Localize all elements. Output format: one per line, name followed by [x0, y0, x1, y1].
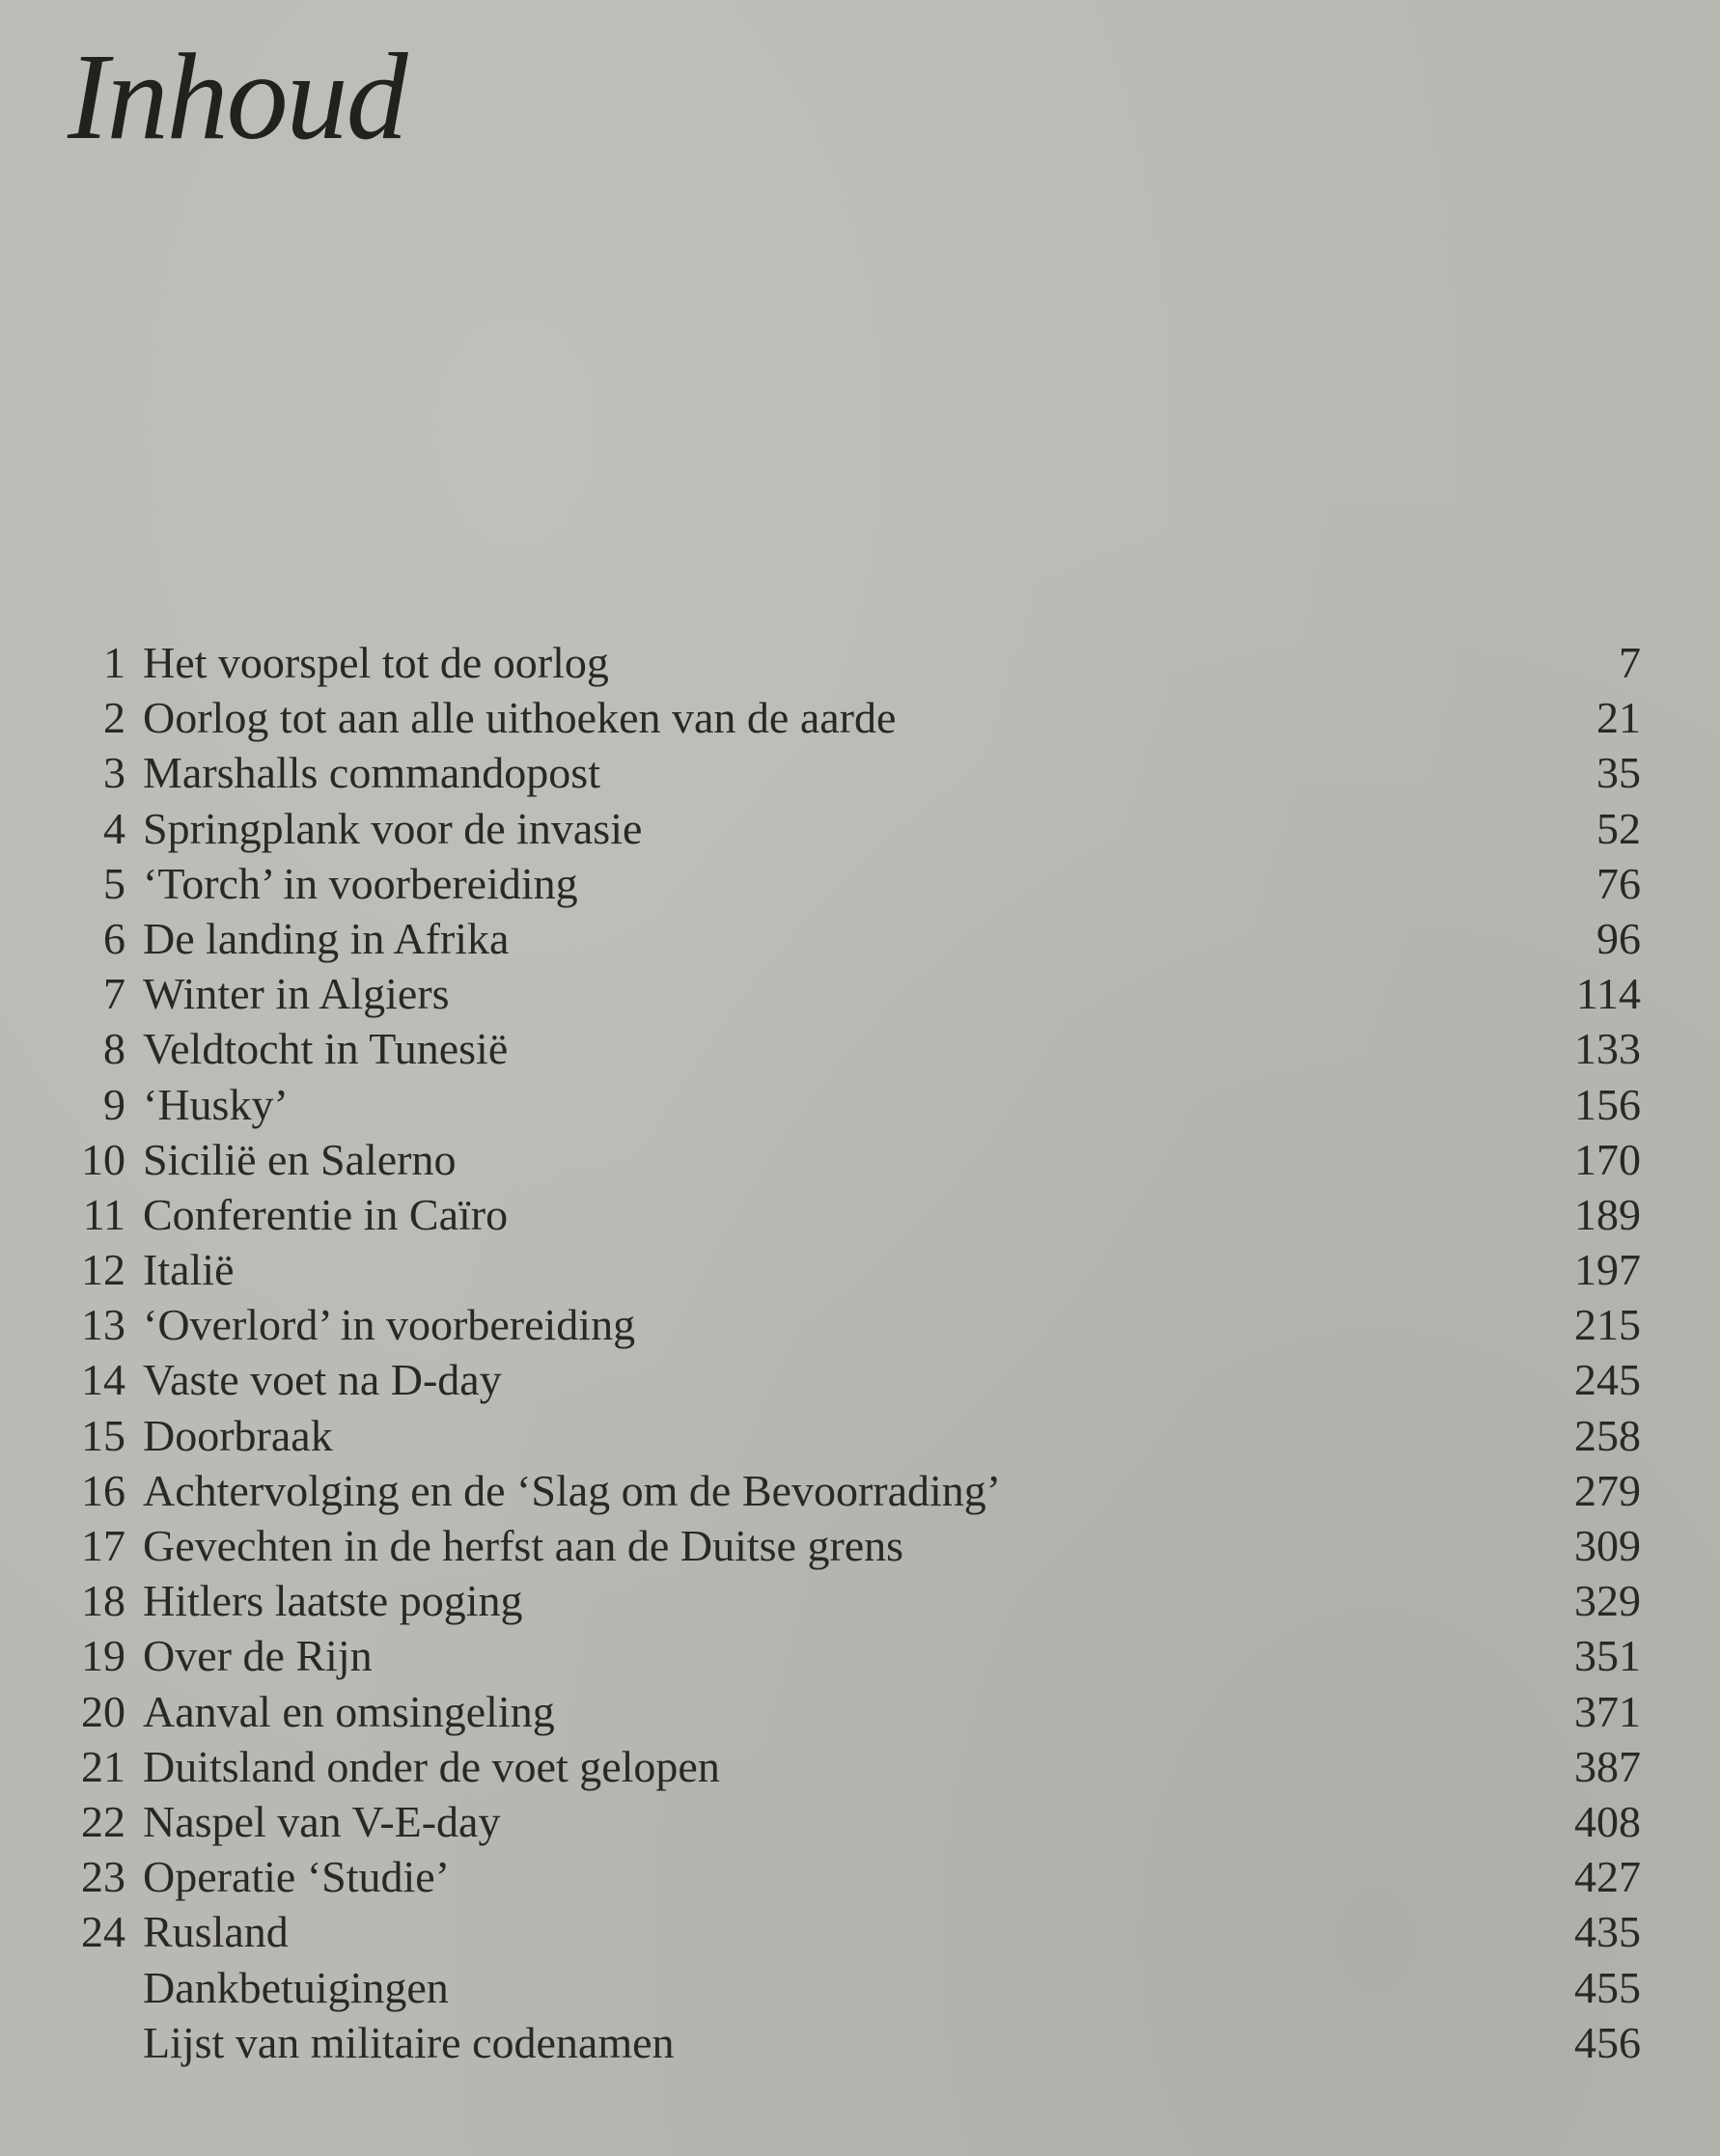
- page-number: 455: [1574, 1962, 1641, 2012]
- page-number: 52: [1596, 803, 1641, 853]
- chapter-title: Winter in Algiers: [143, 969, 450, 1019]
- page-number: 114: [1575, 969, 1641, 1019]
- chapter-number: 13: [81, 1300, 125, 1350]
- chapter-number: 9: [103, 1079, 125, 1129]
- toc-entry: [68, 1739, 1641, 1794]
- page-number: 170: [1574, 1134, 1641, 1184]
- page-number: 96: [1596, 913, 1641, 963]
- toc-entry: [68, 1077, 1641, 1132]
- chapter-title: Sicilië en Salerno: [143, 1134, 457, 1184]
- page-number: 456: [1574, 2017, 1641, 2067]
- chapter-number: 15: [81, 1410, 125, 1460]
- chapter-title: Dankbetuigingen: [143, 1962, 449, 2012]
- chapter-title: Veldtocht in Tunesië: [143, 1024, 509, 1074]
- toc-entry: [68, 1628, 1641, 1683]
- chapter-number: 11: [82, 1189, 125, 1239]
- chapter-title: Marshalls commandopost: [143, 748, 600, 798]
- page-number: 309: [1574, 1521, 1641, 1570]
- page-number: 408: [1574, 1796, 1641, 1846]
- chapter-title: De landing in Afrika: [143, 913, 510, 963]
- chapter-title: Achtervolging en de ‘Slag om de Bevoorrading’: [143, 1465, 1002, 1515]
- chapter-number: 20: [81, 1686, 125, 1736]
- toc-entry: [68, 1573, 1641, 1628]
- toc-entry: [68, 966, 1641, 1021]
- chapter-title: Duitsland onder de voet gelopen: [143, 1741, 720, 1791]
- chapter-title: Vaste voet na D-day: [143, 1355, 502, 1405]
- chapter-title: Aanval en omsingeling: [143, 1686, 555, 1736]
- page-title: Inhoud: [68, 28, 406, 165]
- chapter-title: Oorlog tot aan alle uithoeken van de aarde: [143, 693, 897, 743]
- page-number: 7: [1619, 638, 1641, 687]
- page-number: 427: [1574, 1852, 1641, 1902]
- page-number: 279: [1574, 1465, 1641, 1515]
- page-number: 387: [1574, 1741, 1641, 1791]
- toc-entry: [68, 1132, 1641, 1187]
- chapter-title: Conferentie in Caïro: [143, 1189, 509, 1239]
- toc-entry: [68, 1904, 1641, 1959]
- toc-entry: [68, 1352, 1641, 1407]
- toc-entry: [68, 745, 1641, 800]
- chapter-number: 21: [81, 1741, 125, 1791]
- toc-entry: [68, 801, 1641, 856]
- page-number: 435: [1574, 1907, 1641, 1957]
- chapter-number: 6: [103, 913, 125, 963]
- toc-entry: [68, 1408, 1641, 1463]
- chapter-title: Gevechten in de herfst aan de Duitse grens: [143, 1521, 904, 1570]
- chapter-number: 19: [81, 1631, 125, 1681]
- table-of-contents: [68, 635, 1641, 2070]
- chapter-number: 4: [103, 803, 125, 853]
- page-number: 197: [1574, 1245, 1641, 1295]
- page-number: 21: [1596, 693, 1641, 743]
- chapter-number: 16: [81, 1465, 125, 1515]
- chapter-title: ‘Overlord’ in voorbereiding: [143, 1300, 636, 1350]
- page-number: 189: [1574, 1189, 1641, 1239]
- chapter-title: Over de Rijn: [143, 1631, 373, 1681]
- chapter-title: ‘Torch’ in voorbereiding: [143, 858, 578, 908]
- chapter-number: 5: [103, 858, 125, 908]
- chapter-number: 10: [81, 1134, 125, 1184]
- chapter-title: Rusland: [143, 1907, 289, 1957]
- page-number: 76: [1596, 858, 1641, 908]
- chapter-title: Italië: [143, 1245, 235, 1295]
- page-number: 351: [1574, 1631, 1641, 1681]
- chapter-number: 22: [81, 1796, 125, 1846]
- toc-entry: [68, 1684, 1641, 1739]
- toc-entry: [68, 2015, 1641, 2070]
- page-number: 156: [1574, 1079, 1641, 1129]
- toc-entry: [68, 1794, 1641, 1849]
- toc-entry: [68, 1242, 1641, 1297]
- chapter-title: Lijst van militaire codenamen: [143, 2017, 675, 2067]
- toc-entry: [68, 1021, 1641, 1076]
- chapter-title: Het voorspel tot de oorlog: [143, 638, 609, 687]
- page-number: 329: [1574, 1576, 1641, 1626]
- chapter-title: ‘Husky’: [143, 1079, 289, 1129]
- toc-entry: [68, 911, 1641, 966]
- chapter-number: 2: [103, 693, 125, 743]
- page-number: 371: [1574, 1686, 1641, 1736]
- chapter-title: Operatie ‘Studie’: [143, 1852, 451, 1902]
- chapter-number: 18: [81, 1576, 125, 1626]
- chapter-number: 17: [81, 1521, 125, 1570]
- chapter-number: 7: [103, 969, 125, 1019]
- chapter-title: Naspel van V-E-day: [143, 1796, 501, 1846]
- page-number: 35: [1596, 748, 1641, 798]
- page-number: 245: [1574, 1355, 1641, 1405]
- page-number: 258: [1574, 1410, 1641, 1460]
- toc-entry: [68, 1463, 1641, 1518]
- chapter-title: Doorbraak: [143, 1410, 333, 1460]
- chapter-number: 3: [103, 748, 125, 798]
- chapter-number: 24: [81, 1907, 125, 1957]
- chapter-title: Hitlers laatste poging: [143, 1576, 523, 1626]
- chapter-number: 1: [103, 638, 125, 687]
- toc-entry: [68, 635, 1641, 690]
- chapter-number: 23: [81, 1852, 125, 1902]
- toc-entry: [68, 1960, 1641, 2015]
- toc-entry: [68, 856, 1641, 911]
- page-number: 133: [1574, 1024, 1641, 1074]
- page-number: 215: [1574, 1300, 1641, 1350]
- chapter-title: Springplank voor de invasie: [143, 803, 643, 853]
- chapter-number: 8: [103, 1024, 125, 1074]
- toc-entry: [68, 1297, 1641, 1352]
- toc-entry: [68, 1518, 1641, 1573]
- toc-entry: [68, 1849, 1641, 1904]
- toc-entry: [68, 690, 1641, 745]
- chapter-number: 12: [81, 1245, 125, 1295]
- toc-entry: [68, 1187, 1641, 1242]
- chapter-number: 14: [81, 1355, 125, 1405]
